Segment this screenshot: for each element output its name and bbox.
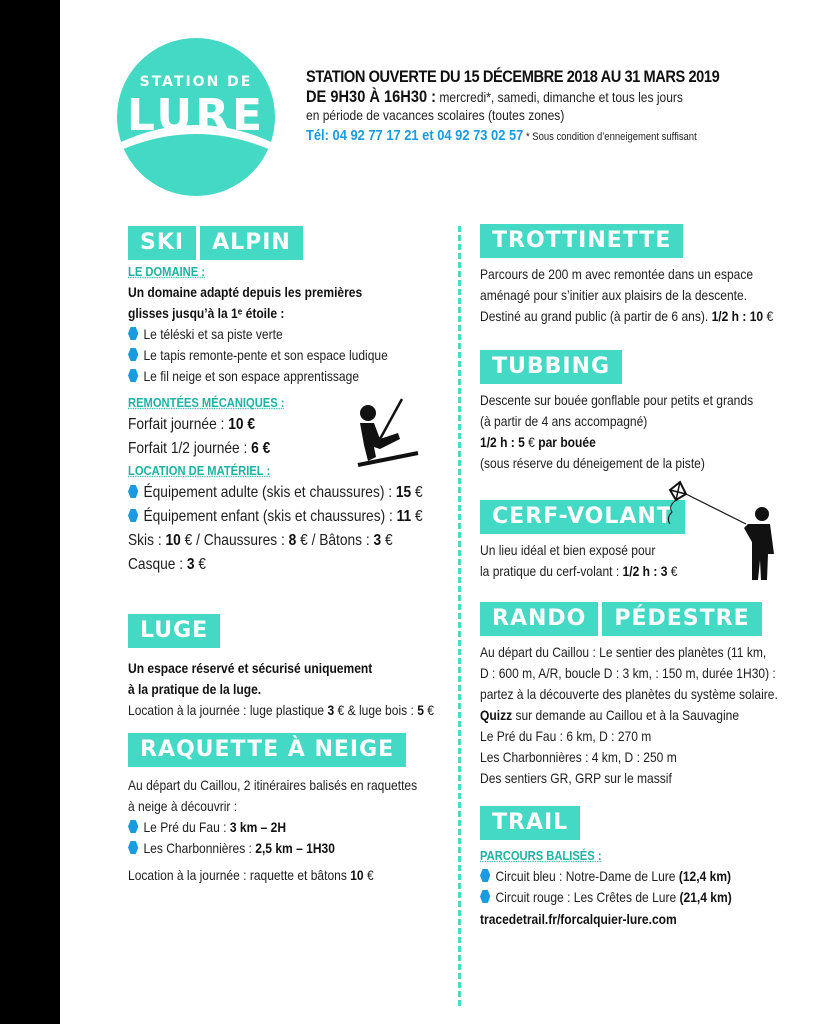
luge-line1: Un espace réservé et sécurisé uniquement: [128, 660, 373, 676]
domaine-label: LE DOMAINE :: [128, 264, 206, 279]
forfait-journee: Forfait journée : 10 €: [128, 416, 255, 433]
snow-note: * Sous condition d’enneigement suffisant: [523, 131, 697, 143]
tag-raquette: RAQUETTE À NEIGE: [128, 733, 406, 767]
luge-line2: à la pratique de la luge.: [128, 681, 262, 697]
equipement-enfant: Équipement enfant (skis et chaussures) : 11 €: [128, 505, 403, 529]
hexagon-bullet-icon: [128, 485, 138, 498]
rando-line6: Les Charbonnières : 4 km, D : 250 m: [480, 749, 677, 765]
skis-chaussures-batons: Skis : 10 € / Chaussures : 8 € / Bâtons : 3 €: [128, 532, 393, 549]
left-black-bar: [0, 0, 60, 1024]
rando-line7: Des sentiers GR, GRP sur le massif: [480, 770, 672, 786]
raquette-line1: Au départ du Caillou, 2 itinéraires balisés en raquettes: [128, 777, 418, 793]
hexagon-bullet-icon: [128, 327, 138, 340]
section-raquette: [128, 733, 448, 886]
remontees-label: REMONTÉES MÉCANIQUES :: [128, 395, 285, 410]
casque: Casque : 3 €: [128, 556, 207, 573]
list-item: Le fil neige et son espace apprentissage: [128, 366, 403, 387]
hexagon-bullet-icon: [480, 890, 490, 903]
list-item: Les Charbonnières : 2,5 km – 1H30: [128, 838, 403, 859]
tubbing-line2: (à partir de 4 ans accompagné): [480, 413, 648, 429]
kite-flyer-icon: [660, 480, 790, 585]
cerf-line1: Un lieu idéal et bien exposé pour: [480, 542, 656, 558]
tag-pedestre: PÉDESTRE: [602, 602, 761, 636]
trottinette-line2: aménagé pour s’initier aux plaisirs de la descente.: [480, 287, 748, 303]
section-tubbing: [480, 350, 810, 474]
domaine-line1: Un domaine adapté depuis les premières: [128, 284, 363, 300]
trail-label: PARCOURS BALISÉS :: [480, 848, 602, 863]
hexagon-bullet-icon: [128, 841, 138, 854]
tag-cerf-volant: CERF-VOLANT: [480, 500, 685, 534]
raquette-line2: à neige à découvrir :: [128, 798, 238, 814]
rando-line4: Quizz sur demande au Caillou et à la Sauvagine: [480, 707, 740, 723]
tag-tubbing: TUBBING: [480, 350, 622, 384]
tubbing-line3: 1/2 h : 5 € par bouée: [480, 434, 596, 450]
tubbing-line1: Descente sur bouée gonflable pour petits et grands: [480, 392, 754, 408]
equipement-adulte: Équipement adulte (skis et chaussures) : 15 €: [128, 481, 403, 505]
hexagon-bullet-icon: [128, 820, 138, 833]
rando-line2: D : 600 m, A/R, boucle D : 3 km, : 150 m, durée 1H30) :: [480, 665, 776, 681]
trail-website-link[interactable]: tracedetrail.fr/forcalquier-lure.com: [480, 911, 677, 927]
logo-line2: LURE: [126, 90, 266, 141]
section-luge: [128, 614, 448, 721]
location-label: LOCATION DE MATÉRIEL :: [128, 463, 271, 478]
raquette-location: Location à la journée : raquette et bâtons 10 €: [128, 867, 374, 883]
logo-line1: STATION DE: [139, 74, 253, 90]
list-item: Le téléski et sa piste verte: [128, 324, 403, 345]
hours-bold: DE 9H30 À 16H30 :: [306, 87, 437, 106]
list-item: Circuit bleu : Notre-Dame de Lure (12,4 km): [480, 866, 764, 887]
hexagon-bullet-icon: [128, 348, 138, 361]
list-item: Le tapis remonte-pente et son espace ludique: [128, 345, 403, 366]
contact-line: [306, 124, 745, 148]
list-item: Le Pré du Fau : 3 km – 2H: [128, 817, 403, 838]
phone-link[interactable]: Tél: 04 92 77 17 21 et 04 92 73 02 57: [306, 127, 524, 144]
tubbing-line4: (sous réserve du déneigement de la piste): [480, 455, 705, 471]
tag-trottinette: TROTTINETTE: [480, 224, 683, 258]
hexagon-bullet-icon: [128, 369, 138, 382]
header: [306, 66, 816, 148]
station-logo: [117, 38, 275, 196]
rando-line1: Au départ du Caillou : Le sentier des planètes (11 km,: [480, 644, 767, 660]
list-item: Circuit rouge : Les Crêtes de Lure (21,4 km): [480, 887, 764, 908]
trottinette-line1: Parcours de 200 m avec remontée dans un espace: [480, 266, 754, 282]
section-trail: [480, 806, 810, 930]
hexagon-bullet-icon: [128, 509, 138, 522]
forfait-demi-journee: Forfait 1/2 journée : 6 €: [128, 440, 271, 457]
luge-location: Location à la journée : luge plastique 3 € & luge bois : 5 €: [128, 702, 434, 718]
tag-ski: SKI: [128, 226, 196, 260]
rando-line3: partez à la découverte des planètes du système solaire.: [480, 686, 778, 702]
skier-icon: [340, 395, 430, 475]
domaine-line2: glisses jusqu’à la 1ᵉ étoile :: [128, 305, 285, 321]
tag-trail: TRAIL: [480, 806, 580, 840]
tag-rando: RANDO: [480, 602, 598, 636]
column-divider: [458, 226, 461, 1006]
hexagon-bullet-icon: [480, 869, 490, 882]
opening-hours: [306, 88, 745, 106]
tag-luge: LUGE: [128, 614, 220, 648]
season-title: STATION OUVERTE DU 15 DÉCEMBRE 2018 AU 31 MARS 2019: [306, 67, 720, 86]
hours-text-2: en période de vacances scolaires (toutes zones): [306, 107, 565, 123]
section-trottinette: [480, 224, 810, 327]
tag-alpin: ALPIN: [200, 226, 303, 260]
rando-line5: Le Pré du Fau : 6 km, D : 270 m: [480, 728, 652, 744]
cerf-line2: la pratique du cerf-volant : 1/2 h : 3 €: [480, 563, 678, 579]
hours-text: mercredi*, samedi, dimanche et tous les jours: [436, 89, 683, 105]
section-rando: [480, 602, 815, 789]
trottinette-line3: Destiné au grand public (à partir de 6 ans). 1/2 h : 10 €: [480, 308, 774, 324]
